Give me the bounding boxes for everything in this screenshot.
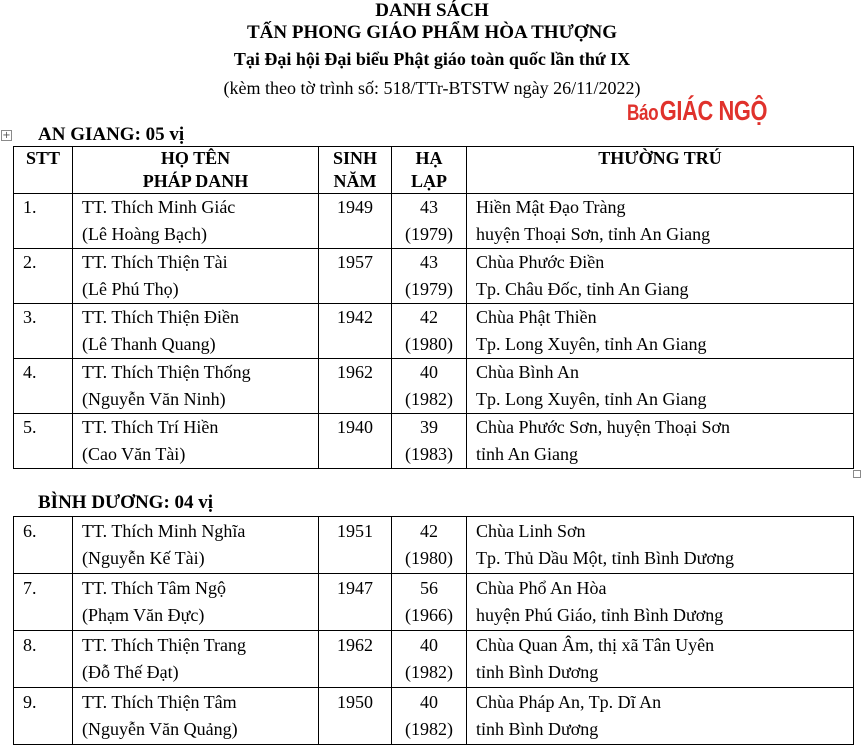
section-title-binh-duong: BÌNH DƯƠNG: 04 vị: [38, 492, 214, 513]
row-stt-text: 1.: [23, 197, 37, 217]
row-name-text: TT. Thích Minh Nghĩa: [82, 521, 246, 541]
row-residence-text: Chùa Phước Sơn, huyện Thoại Sơn: [476, 417, 730, 437]
row-name: [73, 688, 319, 745]
giac-ngo-logo: [627, 95, 767, 127]
row-residence-text: tỉnh Bình Dương: [476, 662, 599, 682]
row-name-text: (Lê Phú Thọ): [82, 279, 179, 299]
row-ha-lap-text: (1980): [405, 334, 453, 354]
row-ha-lap: [392, 631, 467, 688]
row-residence-text: huyện Phú Giáo, tỉnh Bình Dương: [476, 605, 724, 625]
row-stt: [14, 688, 73, 745]
row-birth-year: [319, 249, 392, 304]
row-stt-text: 3.: [23, 307, 37, 327]
table-row: [14, 304, 854, 359]
row-ha-lap-text: (1979): [405, 224, 453, 244]
row-birth-year-text: 1962: [337, 362, 373, 382]
row-birth-year-text: 1951: [337, 521, 373, 541]
row-stt-text: 6.: [23, 521, 37, 541]
row-ha-lap: [392, 688, 467, 745]
row-birth-year: [319, 574, 392, 631]
reference-line: (kèm theo tờ trình số: 518/TTr-BTSTW ngày 26/11/2022): [223, 78, 641, 98]
row-residence: [467, 574, 854, 631]
row-stt: [14, 414, 73, 469]
table-row: [14, 574, 854, 631]
congress-line: Tại Đại hội Đại biểu Phật giáo toàn quốc lần thứ IX: [233, 49, 631, 69]
col-header-residence: THƯỜNG TRÚ: [467, 147, 854, 194]
row-stt: [14, 359, 73, 414]
row-ha-lap-text: 43: [420, 252, 438, 272]
row-name-text: (Lê Thanh Quang): [82, 334, 216, 354]
row-birth-year: [319, 194, 392, 249]
row-stt: [14, 194, 73, 249]
table-row: [14, 414, 854, 469]
row-stt-text: 5.: [23, 417, 37, 437]
row-name-text: TT. Thích Trí Hiền: [82, 417, 219, 437]
row-residence-text: Chùa Linh Sơn: [476, 521, 586, 541]
table-row: [14, 688, 854, 745]
logo-small-text: Báo: [627, 100, 659, 125]
row-stt: [14, 304, 73, 359]
row-ha-lap: [392, 249, 467, 304]
row-birth-year-text: 1962: [337, 635, 373, 655]
row-ha-lap: [392, 194, 467, 249]
row-birth-year-text: 1947: [337, 578, 373, 598]
table-body: [14, 517, 854, 745]
row-name-text: TT. Thích Thiện Điền: [82, 307, 239, 327]
row-name-text: (Nguyễn Văn Ninh): [82, 389, 226, 409]
table-resize-handle-icon[interactable]: [853, 470, 861, 478]
row-residence-text: Tp. Long Xuyên, tỉnh An Giang: [476, 334, 707, 354]
row-residence: [467, 688, 854, 745]
row-residence-text: Chùa Phước Điền: [476, 252, 605, 272]
row-ha-lap: [392, 359, 467, 414]
row-stt: [14, 517, 73, 574]
row-residence-text: Chùa Phật Thiền: [476, 307, 597, 327]
table-row: [14, 517, 854, 574]
row-stt-text: 2.: [23, 252, 37, 272]
row-residence-text: tỉnh An Giang: [476, 444, 578, 464]
row-birth-year-text: 1950: [337, 692, 373, 712]
col-header-birth: SINH NĂM: [319, 147, 392, 194]
row-ha-lap-text: (1966): [405, 605, 453, 625]
row-name-text: (Phạm Văn Đực): [82, 605, 205, 625]
row-stt-text: 4.: [23, 362, 37, 382]
col-header-stt: STT: [14, 147, 73, 194]
table-body: [14, 194, 854, 469]
section-title-an-giang: AN GIANG: 05 vị: [38, 124, 185, 145]
row-ha-lap: [392, 304, 467, 359]
row-stt: [14, 249, 73, 304]
row-ha-lap-text: 40: [420, 692, 438, 712]
row-residence: [467, 249, 854, 304]
row-ha-lap-text: 40: [420, 362, 438, 382]
row-birth-year: [319, 304, 392, 359]
table-binh-duong: [13, 516, 854, 745]
row-residence-text: huyện Thoại Sơn, tỉnh An Giang: [476, 224, 711, 244]
row-ha-lap-text: (1982): [405, 719, 453, 739]
row-ha-lap-text: 43: [420, 197, 438, 217]
row-birth-year-text: 1949: [337, 197, 373, 217]
row-residence: [467, 304, 854, 359]
doc-subtitle: TẤN PHONG GIÁO PHẨM HÒA THƯỢNG: [247, 22, 617, 43]
row-residence: [467, 517, 854, 574]
row-birth-year: [319, 414, 392, 469]
row-stt: [14, 631, 73, 688]
row-ha-lap-text: 42: [420, 521, 438, 541]
table-move-handle-icon[interactable]: +: [2, 130, 11, 141]
row-ha-lap-text: (1979): [405, 279, 453, 299]
row-stt-text: 8.: [23, 635, 37, 655]
row-birth-year: [319, 631, 392, 688]
table-row: [14, 249, 854, 304]
row-ha-lap: [392, 517, 467, 574]
row-ha-lap-text: 56: [420, 578, 438, 598]
row-name-text: (Đỗ Thế Đạt): [82, 662, 179, 682]
row-residence-text: Tp. Long Xuyên, tỉnh An Giang: [476, 389, 707, 409]
row-name: [73, 574, 319, 631]
table-row: [14, 194, 854, 249]
row-residence: [467, 359, 854, 414]
row-name: [73, 414, 319, 469]
row-ha-lap: [392, 574, 467, 631]
row-name: [73, 194, 319, 249]
row-name-text: TT. Thích Minh Giác: [82, 197, 236, 217]
row-birth-year: [319, 359, 392, 414]
row-residence: [467, 631, 854, 688]
row-name-text: (Nguyễn Kế Tài): [82, 548, 205, 568]
row-birth-year-text: 1957: [337, 252, 373, 272]
row-name-text: (Lê Hoàng Bạch): [82, 224, 207, 244]
row-ha-lap-text: (1980): [405, 548, 453, 568]
logo-big-text: GIÁC NGỘ: [659, 95, 768, 126]
row-residence: [467, 414, 854, 469]
row-name-text: TT. Thích Thiện Tâm: [82, 692, 237, 712]
row-stt-text: 7.: [23, 578, 37, 598]
table-header-row: [14, 147, 854, 194]
row-name-text: TT. Thích Thiện Trang: [82, 635, 246, 655]
row-name: [73, 359, 319, 414]
row-name-text: TT. Thích Tâm Ngộ: [82, 578, 226, 598]
row-birth-year: [319, 688, 392, 745]
row-birth-year-text: 1942: [337, 307, 373, 327]
row-residence-text: Chùa Quan Âm, thị xã Tân Uyên: [476, 635, 715, 655]
row-residence-text: Hiền Mật Đạo Tràng: [476, 197, 626, 217]
row-stt: [14, 574, 73, 631]
row-residence-text: tỉnh Bình Dương: [476, 719, 599, 739]
row-birth-year-text: 1940: [337, 417, 373, 437]
row-ha-lap: [392, 414, 467, 469]
row-residence-text: Tp. Thủ Dầu Một, tỉnh Bình Dương: [476, 548, 734, 568]
table-row: [14, 359, 854, 414]
row-name-text: TT. Thích Thiện Thống: [82, 362, 251, 382]
row-residence-text: Chùa Phổ An Hòa: [476, 578, 607, 598]
row-name: [73, 304, 319, 359]
row-residence-text: Chùa Bình An: [476, 362, 580, 382]
doc-title: DANH SÁCH: [375, 0, 489, 21]
row-residence-text: Tp. Châu Đốc, tỉnh An Giang: [476, 279, 689, 299]
table-an-giang: [13, 146, 854, 469]
row-name-text: TT. Thích Thiện Tài: [82, 252, 228, 272]
table-row: [14, 631, 854, 688]
row-birth-year: [319, 517, 392, 574]
col-header-ha-lap: HẠ LẠP: [392, 147, 467, 194]
row-name: [73, 249, 319, 304]
row-name-text: (Cao Văn Tài): [82, 444, 186, 464]
row-ha-lap-text: (1982): [405, 662, 453, 682]
row-name: [73, 517, 319, 574]
row-ha-lap-text: 42: [420, 307, 438, 327]
row-ha-lap-text: (1982): [405, 389, 453, 409]
row-stt-text: 9.: [23, 692, 37, 712]
col-header-name: HỌ TÊN PHÁP DANH: [73, 147, 319, 194]
row-ha-lap-text: (1983): [405, 444, 453, 464]
row-name-text: (Nguyễn Văn Quảng): [82, 719, 238, 739]
row-name: [73, 631, 319, 688]
row-ha-lap-text: 40: [420, 635, 438, 655]
row-residence-text: Chùa Pháp An, Tp. Dĩ An: [476, 692, 662, 712]
row-ha-lap-text: 39: [420, 417, 438, 437]
row-residence: [467, 194, 854, 249]
